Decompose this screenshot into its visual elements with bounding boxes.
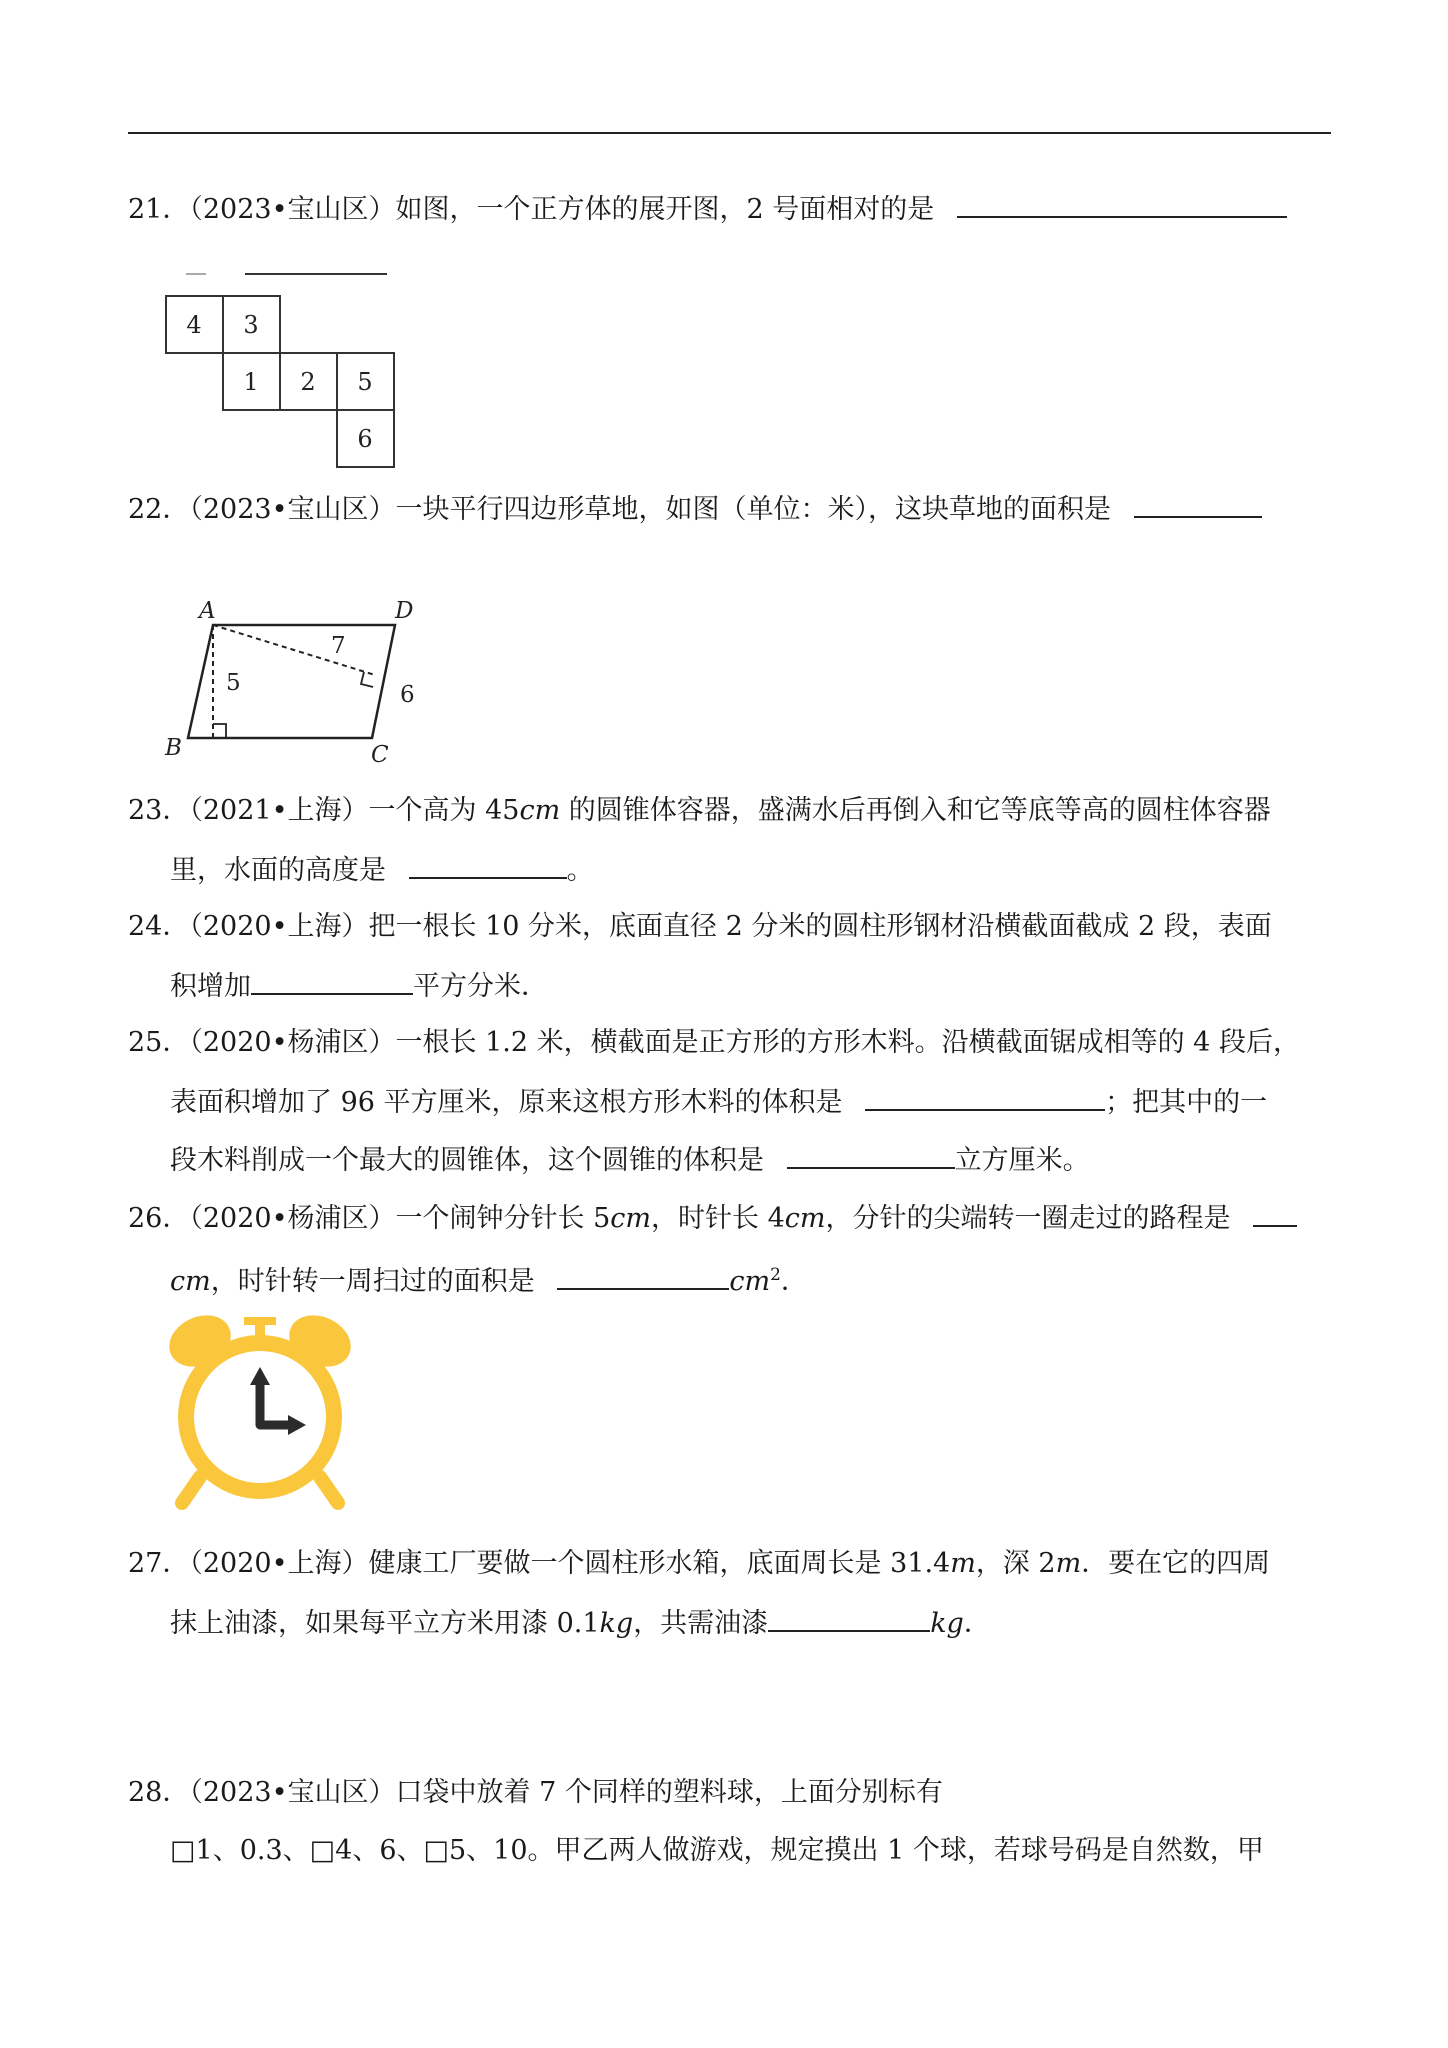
face-label-4: 4 <box>186 311 202 339</box>
q26-answer-blank-2[interactable] <box>557 1262 729 1290</box>
face-label-2: 2 <box>300 368 316 396</box>
q24-line1: 24．（2020•上海）把一根长 10 分米，底面直径 2 分米的圆柱形钢材沿横截面截成 2 段，表面 <box>128 911 1272 942</box>
q24-answer-blank[interactable] <box>251 967 413 995</box>
q27-answer-blank[interactable] <box>768 1604 930 1632</box>
q21-answer-blank[interactable] <box>957 190 1287 218</box>
q27-line2: 抹上油漆，如果每平立方米用漆 0.1kg，共需油漆 kg． <box>170 1604 991 1642</box>
label-D: D <box>395 598 414 624</box>
q23-line1: 23．（2021•上海）一个高为 45cm 的圆锥体容器，盛满水后再倒入和它等底等高的圆柱体容器 <box>128 795 1271 826</box>
label-7: 7 <box>331 633 346 659</box>
q21-blank-continuation-dash <box>186 273 206 275</box>
q25-line1: 25．（2020•杨浦区）一根长 1.2 米，横截面是正方形的方形木料。沿横截面锯成相等的 4 段后， <box>128 1027 1300 1058</box>
q24-line2: 积增加 平方分米． <box>170 967 548 1005</box>
q25-answer-blank-1[interactable] <box>865 1083 1105 1111</box>
q23-answer-blank[interactable] <box>409 851 567 879</box>
label-6: 6 <box>400 682 415 708</box>
q25-answer-blank-2[interactable] <box>787 1141 955 1169</box>
q21-line1: 21．（2023•宝山区）如图，一个正方体的展开图，2 号面相对的是 <box>128 190 1287 228</box>
q26-line1: 26．（2020•杨浦区）一个闹钟分针长 5cm，时针长 4cm，分针的尖端转一圈走过的路程是 <box>128 1199 1297 1237</box>
alarm-clock-icon <box>160 1305 360 1525</box>
q25-line2: 表面积增加了 96 平方厘米，原来这根方形木料的体积是 ；把其中的一 <box>170 1083 1267 1121</box>
q22-answer-blank[interactable] <box>1134 490 1262 518</box>
face-label-1: 1 <box>243 368 259 396</box>
label-5: 5 <box>226 670 241 696</box>
q22-line1: 22．（2023•宝山区）一块平行四边形草地，如图（单位：米），这块草地的面积是 <box>128 490 1262 528</box>
q27-line1: 27．（2020•上海）健康工厂要做一个圆柱形水箱，底面周长是 31.4m，深 2m．要在它的四周 <box>128 1548 1271 1579</box>
label-B: B <box>165 735 182 761</box>
q28-line1: 28．（2023•宝山区）口袋中放着 7 个同样的塑料球，上面分别标有 <box>128 1777 943 1808</box>
q21-cube-net-figure <box>160 290 410 470</box>
q23-line2: 里，水面的高度是 。 <box>170 851 594 889</box>
top-rule <box>128 132 1331 134</box>
label-A: A <box>199 598 216 624</box>
q28-line2: □1、0.3、□4、6、□5、10。甲乙两人做游戏，规定摸出 1 个球，若球号码是自然数，甲 <box>170 1835 1264 1866</box>
q22-parallelogram-figure <box>155 590 435 770</box>
q25-line3: 段木料削成一个最大的圆锥体，这个圆锥的体积是 立方厘米。 <box>170 1141 1090 1179</box>
face-label-6: 6 <box>357 425 373 453</box>
q21-blank-continuation[interactable] <box>245 273 387 275</box>
label-C: C <box>371 742 389 768</box>
q26-answer-blank-1[interactable] <box>1253 1199 1297 1227</box>
face-label-5: 5 <box>357 368 373 396</box>
q26-line2: cm，时针转一周扫过的面积是 $cm^2$． <box>170 1257 808 1300</box>
face-label-3: 3 <box>243 311 259 339</box>
